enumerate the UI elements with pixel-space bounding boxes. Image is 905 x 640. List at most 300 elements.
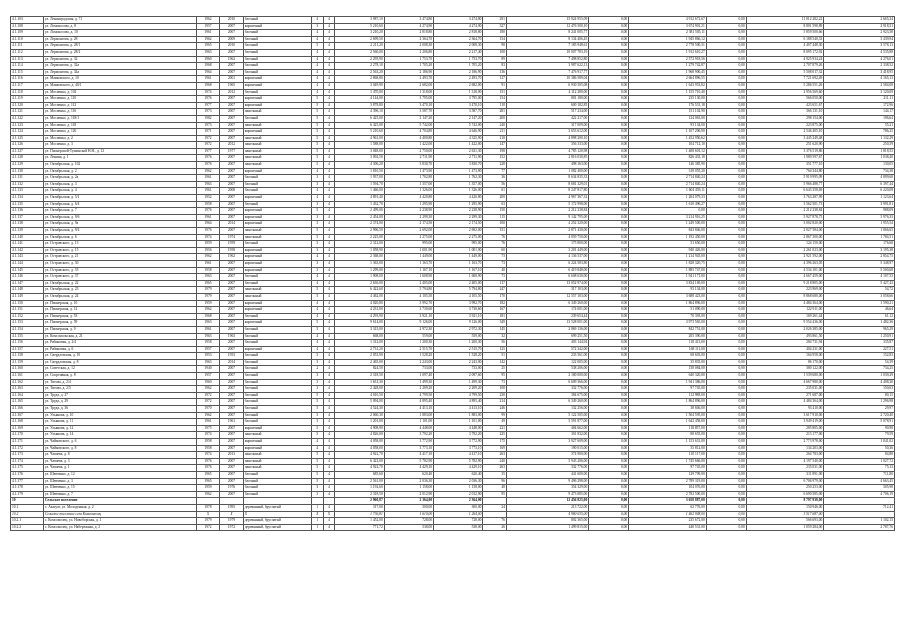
table-cell: кирпичный [243, 96, 311, 103]
table-cell: 1 204 079,33 [629, 195, 707, 202]
table-cell: 1963 [196, 333, 220, 340]
table-cell: 110 117,00 [629, 452, 707, 459]
table-cell: 10.1 [11, 504, 44, 511]
table-cell: 2 008,30 [384, 43, 433, 50]
table-cell: 1 192,60 [335, 485, 384, 492]
table-cell: 2 428,00 [335, 386, 384, 393]
table-cell: 108 [483, 49, 507, 56]
table-cell: 1 753,70 [384, 56, 433, 63]
table-cell: 285 805,00 [746, 425, 824, 432]
table-cell: 0,00 [589, 504, 629, 511]
table-cell: 205 390,00 [629, 333, 707, 340]
table-cell: 9 142 795,00 [506, 214, 588, 221]
table-cell: 559,00 [384, 333, 433, 340]
table-cell: 2 209,20 [384, 386, 433, 393]
table-cell: 5 919 995,09 [746, 175, 824, 182]
table-cell: 2007 [220, 379, 244, 386]
table-cell: 4 413,10 [384, 406, 433, 413]
table-cell: 3 474,80 [434, 17, 483, 24]
table-cell: 3 315,00 [335, 326, 384, 333]
table-cell: 3 [311, 221, 323, 228]
table-cell: 3 002 820,00 [746, 221, 824, 228]
table-cell: 2 036,30 [434, 478, 483, 485]
table-cell: 572 342,00 [506, 346, 588, 353]
table-row [11, 366, 895, 373]
table-cell: 4 [323, 524, 335, 531]
table-cell: 4 105,50 [434, 293, 483, 300]
table-cell: 181 [483, 313, 507, 320]
table-cell: 151 [483, 228, 507, 235]
table-cell: 0,00 [706, 406, 746, 413]
table-cell: 0,00 [706, 359, 746, 366]
table-cell: 4 [323, 241, 335, 248]
table-cell: 4 [323, 412, 335, 419]
table-cell: с. Комсомолец, ул. Новоборская, д. 1 [43, 518, 196, 525]
table-cell: 117 [483, 280, 507, 287]
table-cell: 88 655,00 [629, 432, 707, 439]
table-cell: ул. Ульянова, д. 12 [43, 425, 196, 432]
table-cell: 95 [483, 373, 507, 380]
table-cell: 4 112 280,00 [506, 89, 588, 96]
table-cell: 0,00 [589, 478, 629, 485]
table-cell: 6 422,60 [335, 287, 384, 294]
table-cell: 2007 [220, 208, 244, 215]
table-cell: 786,25 [824, 129, 895, 136]
table-cell: 4.1.170 [11, 432, 44, 439]
table-cell: 1 326,00 [384, 188, 433, 195]
table-cell: 96 [483, 478, 507, 485]
table-cell: блочный [243, 392, 311, 399]
table-cell: 4.1.114 [11, 63, 44, 70]
table-cell: 2007 [220, 340, 244, 347]
table-cell: блочный [243, 419, 311, 426]
table-cell: 129 709,00 [629, 471, 707, 478]
table-cell: ул. Лермонтова, д. 32а [43, 63, 196, 70]
table-cell: 1958 [196, 201, 220, 208]
table-cell: 2 563,20 [335, 69, 384, 76]
table-cell: 4.1.110 [11, 36, 44, 43]
table-cell: 8 797 938,00 [746, 498, 824, 505]
table-cell: 826 433,18 [629, 155, 707, 162]
table-cell: 7 721 692,49 [746, 76, 824, 83]
table-cell: 8 247 817,80 [506, 188, 588, 195]
table-cell: 4 [323, 181, 335, 188]
table-cell: 0,00 [589, 241, 629, 248]
table-cell: 1 107 206,90 [629, 129, 707, 136]
table-row [11, 89, 895, 96]
table-cell: панельный [243, 432, 311, 439]
table-cell: 8 634 835,33 [506, 175, 588, 182]
table-cell: 2 275,00 [384, 234, 433, 241]
table-cell: 75,13 [824, 465, 895, 472]
table-cell: блочный [243, 17, 311, 24]
table-cell: 1 422,00 [434, 142, 483, 149]
table-cell: 2007 [220, 135, 244, 142]
table-cell: 4 [311, 30, 323, 37]
table-cell: 4.1.152 [11, 313, 44, 320]
table-cell: 354 329,00 [506, 485, 588, 492]
table-cell: 25 [483, 366, 507, 373]
table-cell: 5 [311, 320, 323, 327]
table-cell: 5 782,90 [434, 458, 483, 465]
table-cell: 150 946,00 [746, 504, 824, 511]
table-row [11, 412, 895, 419]
table-cell [824, 511, 895, 518]
table-cell: 2007 [220, 293, 244, 300]
table-cell: 4.1.160 [11, 366, 44, 373]
table-cell: 93 410,00 [746, 406, 824, 413]
table-cell: 4 [311, 280, 323, 287]
table-cell: 4.1.166 [11, 406, 44, 413]
table-cell: 2007 [220, 287, 244, 294]
table-cell: 2 918,51 [824, 23, 895, 30]
table-cell: 4 899,68 [824, 175, 895, 182]
table-cell: 0,00 [706, 445, 746, 452]
table-cell: 0,00 [706, 465, 746, 472]
table-cell: 1962 [196, 491, 220, 498]
table-cell: 4.1.131 [11, 175, 44, 182]
table-cell: блочный [243, 188, 311, 195]
table-cell: 0,00 [706, 366, 746, 373]
table-cell: 1963 [196, 274, 220, 281]
table-cell: 5 286 551,26 [746, 82, 824, 89]
table-cell: 0,00 [589, 425, 629, 432]
table-cell: 2 782 500,00 [629, 491, 707, 498]
table-cell: 1962 [196, 168, 220, 175]
table-cell: 176,68 [824, 241, 895, 248]
table-cell: 0,00 [589, 63, 629, 70]
table-cell: 2007 [220, 69, 244, 76]
table-cell: 80,15 [824, 392, 895, 399]
table-cell: 317 009,00 [506, 122, 588, 129]
table-cell: 2 008,30 [434, 43, 483, 50]
table-cell: 0,00 [589, 267, 629, 274]
table-cell: 3 [311, 247, 323, 254]
table-cell: 2 750,00 [384, 148, 433, 155]
table-cell: 51 090,00 [629, 307, 707, 314]
table-cell: 84,88 [824, 452, 895, 459]
table-cell: 0,00 [706, 168, 746, 175]
table-cell: 136 [483, 69, 507, 76]
table-cell: 3 587,70 [434, 109, 483, 116]
table-cell: 4 [323, 504, 335, 511]
table-cell: 0,00 [706, 458, 746, 465]
table-cell: 640 320,00 [629, 373, 707, 380]
table-cell: 1964 [196, 69, 220, 76]
table-cell: 13 052 974,00 [506, 280, 588, 287]
table-cell: 250,59 [824, 142, 895, 149]
table-row [11, 274, 895, 281]
table-cell: 0,00 [589, 399, 629, 406]
table-cell: 1958 [196, 445, 220, 452]
table-cell: 1959 [196, 300, 220, 307]
table-cell: 4 [311, 63, 323, 70]
table-cell: 4 [323, 353, 335, 360]
table-cell: 3 058,66 [824, 293, 895, 300]
table-cell: 0,00 [589, 247, 629, 254]
table-cell: 1977 [196, 148, 220, 155]
table-cell: 0,00 [589, 228, 629, 235]
table-cell: 318 055,20 [629, 168, 707, 175]
table-cell: 842 751,00 [629, 326, 707, 333]
table-row [11, 241, 895, 248]
table-cell: 115 [483, 214, 507, 221]
table-cell: 154 [483, 96, 507, 103]
table-cell: кирпичный [243, 129, 311, 136]
table-cell: 0,00 [706, 214, 746, 221]
table-cell: 403 144,94 [506, 340, 588, 347]
table-cell: 5 927 878,75 [746, 214, 824, 221]
table-cell: 4 [311, 313, 323, 320]
table-cell: 4 417,10 [384, 452, 433, 459]
table-cell: 1 041,02 [824, 439, 895, 446]
table-cell: 281 [483, 109, 507, 116]
table-row [11, 524, 895, 531]
table-cell: 4 [323, 63, 335, 70]
housing-register-table [10, 16, 895, 531]
table-cell: 1979 [220, 518, 244, 525]
table-cell: 4 [323, 340, 335, 347]
table-cell: 600 182,85 [506, 102, 588, 109]
table-cell: 0,00 [706, 425, 746, 432]
table-cell: 4 [323, 518, 335, 525]
table-cell [824, 498, 895, 505]
table-cell: 3 772,90 [434, 439, 483, 446]
table-cell: кирпичный [243, 168, 311, 175]
table-cell: 1 594,70 [335, 181, 384, 188]
table-row [11, 399, 895, 406]
table-cell: 1979 [196, 287, 220, 294]
table-cell: ул. Чапаева, д. 8 [43, 452, 196, 459]
table-row [11, 359, 895, 366]
table-cell: ул. Пионерская, д. 12 [43, 307, 196, 314]
table-cell: 6 188 540,33 [746, 36, 824, 43]
table-cell: ул. Труда, д. 36 [43, 406, 196, 413]
table-cell: 5 [311, 43, 323, 50]
table-cell: 196,64 [824, 115, 895, 122]
table-cell: 940 426,00 [629, 247, 707, 254]
table-cell: 0,00 [706, 419, 746, 426]
table-cell: 0,00 [706, 412, 746, 419]
table-cell: 1974 [196, 452, 220, 459]
table-cell: 1958 [196, 340, 220, 347]
table-cell: 0,00 [589, 49, 629, 56]
table-cell: 1 250,91 [824, 333, 895, 340]
table-cell: 1961 [196, 326, 220, 333]
table-cell: кирпичный [243, 320, 311, 327]
table-row [11, 465, 895, 472]
table-row [11, 406, 895, 413]
table-cell: блочный [243, 399, 311, 406]
table-cell: 988,09 [824, 208, 895, 215]
table-cell: 182 [483, 300, 507, 307]
table-cell: 1 449,00 [434, 254, 483, 261]
table-cell: 175 [483, 439, 507, 446]
table-cell: 73 [483, 379, 507, 386]
table-row [11, 63, 895, 70]
table-row [11, 280, 895, 287]
table-cell: 4 010,50 [335, 392, 384, 399]
table-cell: 235 031,00 [746, 465, 824, 472]
table-cell: 6 397,44 [824, 181, 895, 188]
table-row [11, 102, 895, 109]
table-cell: 0,00 [706, 452, 746, 459]
table-cell: 97 745,00 [629, 465, 707, 472]
table-cell: 10.2 [11, 511, 44, 518]
table-cell: 4.1.151 [11, 307, 44, 314]
table-cell: 771,72 [335, 524, 384, 531]
table-cell: 2 867 300,00 [746, 234, 824, 241]
table-cell: 2 692,00 [434, 228, 483, 235]
table-cell: 0,00 [706, 241, 746, 248]
table-cell: 264 783,00 [746, 452, 824, 459]
table-cell: блочный [243, 201, 311, 208]
table-cell: 1 604 459,11 [629, 188, 707, 195]
table-cell: 2007 [220, 228, 244, 235]
table-cell: 4 961,00 [335, 135, 384, 142]
table-cell: 4.1.117 [11, 82, 44, 89]
table-cell: 0,00 [706, 498, 746, 505]
table-cell: 301 832,00 [506, 432, 588, 439]
table-row [11, 181, 895, 188]
table-cell: ул. Рябиновая, д. 6 [43, 346, 196, 353]
table-cell: 0,00 [706, 504, 746, 511]
table-cell: 15 924 955,09 [506, 17, 588, 24]
table-cell: 4 [323, 260, 335, 267]
table-cell: 2 012,90 [434, 491, 483, 498]
table-cell: 4.1.169 [11, 425, 44, 432]
table-cell: 0,00 [589, 36, 629, 43]
table-cell: с. Акшуат, ул. Молодежная, д. 2 [43, 504, 196, 511]
table-cell: 4 417,10 [434, 452, 483, 459]
table-cell: 56 [483, 181, 507, 188]
table-cell: 1 200,30 [384, 340, 433, 347]
table-cell: 2007 [220, 326, 244, 333]
table-cell: 4 396,10 [335, 109, 384, 116]
table-cell: 4 [323, 135, 335, 142]
table-cell: 55 812,00 [629, 445, 707, 452]
table-cell: 0,00 [706, 36, 746, 43]
table-cell: 2007 [220, 201, 244, 208]
table-cell: 1 473,90 [434, 168, 483, 175]
table-cell: 2007 [220, 260, 244, 267]
table-cell: 0,00 [706, 399, 746, 406]
table-cell: 4 429,10 [384, 465, 433, 472]
table-row [11, 36, 895, 43]
table-row [11, 511, 895, 518]
table-cell: 1 295,90 [434, 201, 483, 208]
table-cell: 1963 [196, 359, 220, 366]
table-cell: 4 020,80 [335, 300, 384, 307]
table-cell: 1 631,30 [335, 379, 384, 386]
table-cell: 4 [311, 346, 323, 353]
table-cell: 1 642 458,00 [629, 419, 707, 426]
table-cell: 5 [311, 293, 323, 300]
table-cell: 2007 [220, 478, 244, 485]
table-cell: 3 674 901,21 [629, 23, 707, 30]
table-cell: 0,00 [589, 168, 629, 175]
table-cell: 110 [483, 102, 507, 109]
table-cell: 26 [483, 524, 507, 531]
table-cell: 4.1.156 [11, 340, 44, 347]
table-row [11, 142, 895, 149]
table-cell: 4.1.164 [11, 392, 44, 399]
table-cell: 1 059 284,00 [746, 524, 824, 531]
table-cell: 2 787,76 [824, 524, 895, 531]
table-cell: ул. Ленина, д. 1 [43, 155, 196, 162]
table-cell: 4 [323, 326, 335, 333]
table-cell: ул. Лермонтова, д. 32 [43, 56, 196, 63]
table-cell: блочный [243, 412, 311, 419]
table-cell: 3 [311, 412, 323, 419]
table-cell: 1962 [196, 307, 220, 314]
table-cell: 4 [323, 43, 335, 50]
table-cell: 4 107,53 [824, 274, 895, 281]
table-cell: 5 [311, 228, 323, 235]
table-cell: 1979 [196, 518, 220, 525]
table-cell: ул. Ульянова, д. 11 [43, 419, 196, 426]
table-cell: 1953 [220, 353, 244, 360]
table-cell: блочный [243, 181, 311, 188]
table-cell: 2009 [220, 36, 244, 43]
table-cell: 1 753,70 [434, 56, 483, 63]
table-cell: 801 180,00 [506, 96, 588, 103]
table-cell: 4 [323, 471, 335, 478]
table-cell: 3 195,38 [824, 247, 895, 254]
table-row [11, 471, 895, 478]
table-cell: панельный [243, 228, 311, 235]
table-cell: 1976 [196, 155, 220, 162]
table-cell: 5 172 998,00 [506, 201, 588, 208]
table-cell: 6 930 505,08 [506, 82, 588, 89]
table-cell: 4 429,10 [434, 465, 483, 472]
table-cell: 1961 [196, 419, 220, 426]
table-cell: 0,00 [706, 228, 746, 235]
table-cell: 0,00 [589, 524, 629, 531]
table-cell: блочный [243, 175, 311, 182]
table-cell: 2007 [220, 30, 244, 37]
table-cell: 1972 [220, 524, 244, 531]
table-cell: блочный [243, 471, 311, 478]
table-cell: 1 989 597,67 [746, 155, 824, 162]
table-row [11, 254, 895, 261]
table-cell: 332 776,00 [506, 465, 588, 472]
table-cell: 2 147,20 [434, 115, 483, 122]
table-cell: 0,00 [706, 76, 746, 83]
table-cell: 0,00 [589, 234, 629, 241]
table-cell: 384 675,00 [506, 392, 588, 399]
table-cell: 54,72 [824, 287, 895, 294]
table-cell: 0,00 [706, 439, 746, 446]
table-cell: 1972 [196, 392, 220, 399]
table-cell: 2 243,00 [434, 359, 483, 366]
table-cell: 349 [483, 320, 507, 327]
table-cell: 3 474,80 [384, 17, 433, 24]
table-cell: 0,00 [706, 69, 746, 76]
table-cell: 36 [483, 175, 507, 182]
table-cell: 4 535,88 [824, 49, 895, 56]
table-cell: кирпичный [243, 425, 311, 432]
table-cell: 61 [483, 188, 507, 195]
table-cell: 0,00 [589, 465, 629, 472]
table-cell: 0,00 [589, 155, 629, 162]
table-cell: 1 296,98 [824, 399, 895, 406]
table-cell: 73 [483, 274, 507, 281]
table-row [11, 392, 895, 399]
table-cell: 1 295,90 [384, 201, 433, 208]
table-cell: 4 [323, 115, 335, 122]
table-cell: 1 610 496,27 [629, 201, 707, 208]
